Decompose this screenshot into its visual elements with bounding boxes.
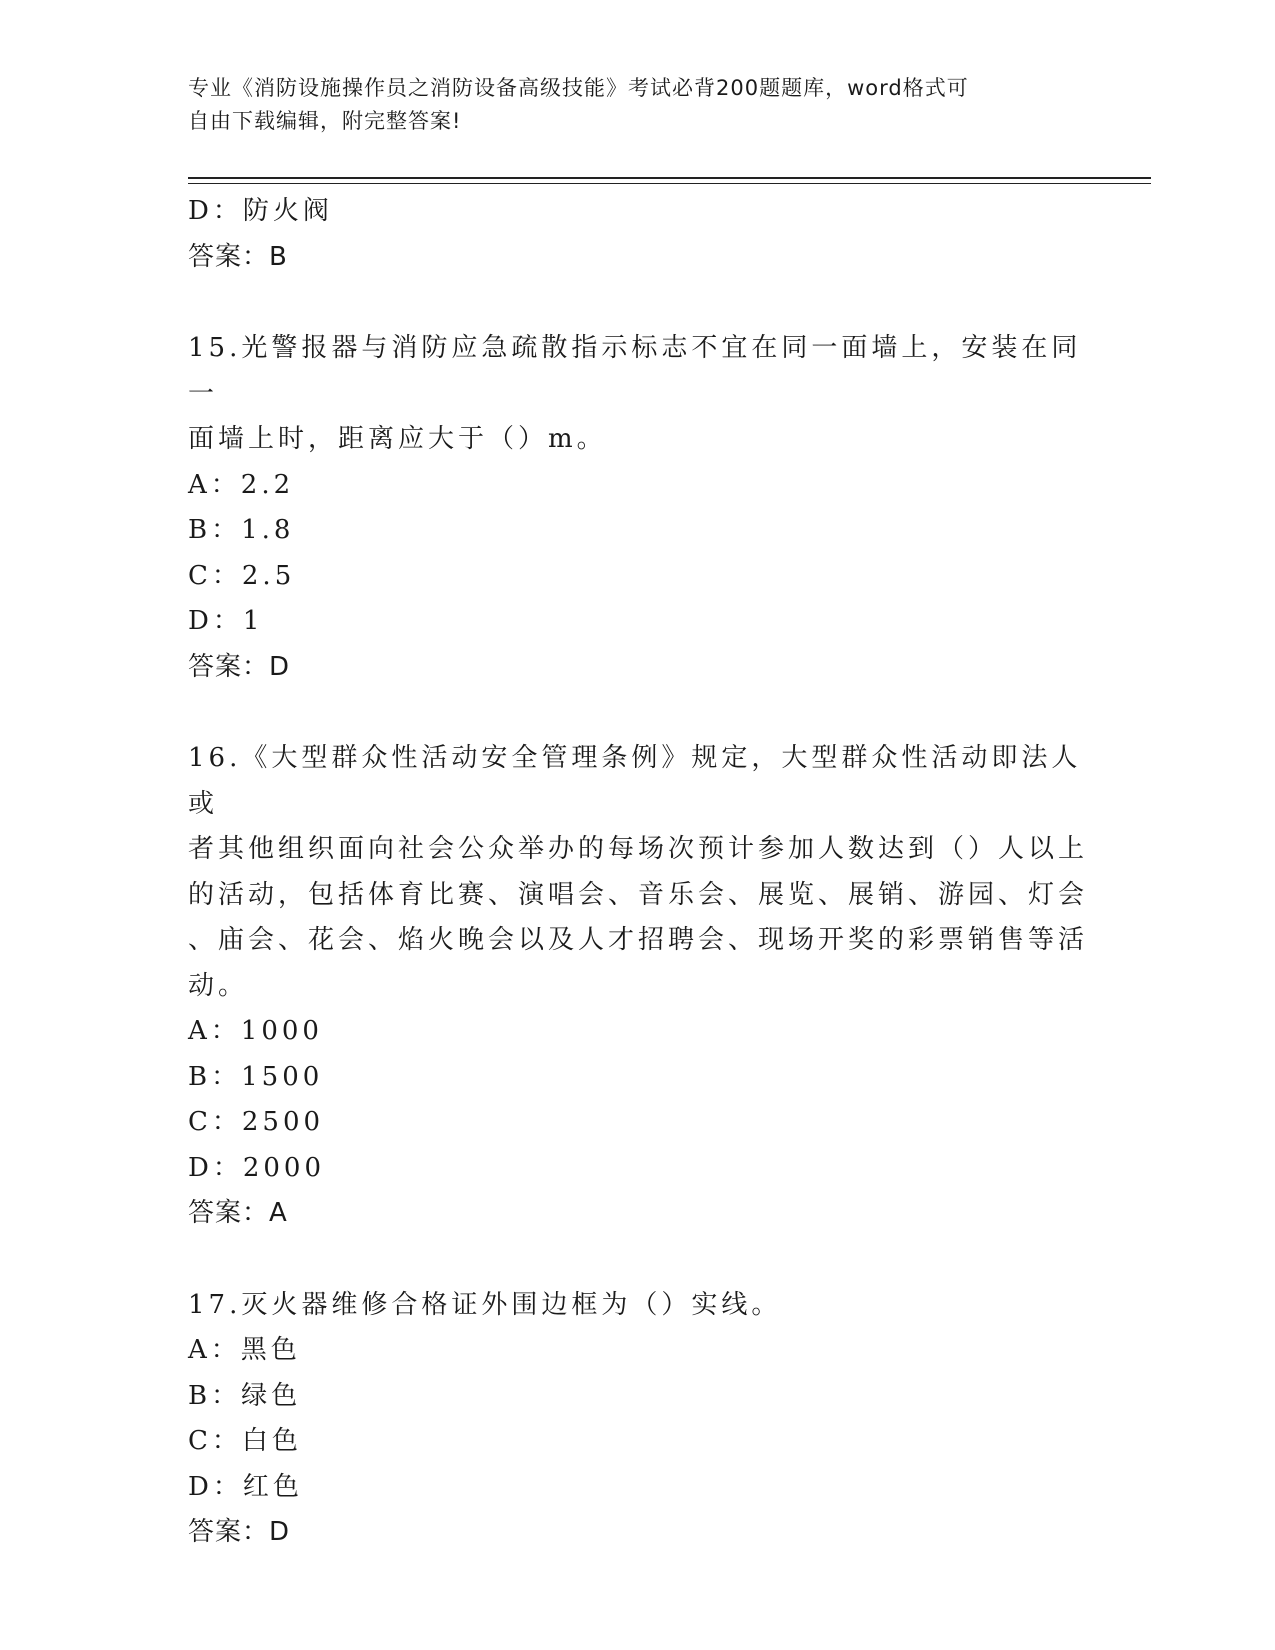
question-text: 17.灭火器维修合格证外围边框为（）实线。: [188, 1289, 782, 1320]
option-d: D：1: [188, 606, 264, 636]
document-header: [188, 72, 1088, 138]
answer: 答案：B: [188, 241, 288, 272]
answer: 答案：D: [188, 1517, 291, 1547]
question-15: [188, 326, 1088, 690]
option-a: A：1000: [188, 1016, 323, 1046]
question-text: 者其他组织面向社会公众举办的每场次预计参加人数达到（）人以上: [188, 834, 1089, 864]
option-c: C：2500: [188, 1107, 325, 1137]
option-b: B：1.8: [188, 515, 295, 545]
option-d: D：红色: [188, 1471, 303, 1502]
question-text: 、庙会、花会、焰火晚会以及人才招聘会、现场开奖的彩票销售等活: [188, 925, 1089, 955]
question-16: [188, 736, 1088, 1237]
question-text: 15.光警报器与消防应急疏散指示标志不宜在同一面墙上，安装在同一: [188, 333, 1082, 409]
question-text: 面墙上时，距离应大于（）m。: [188, 424, 607, 454]
question-text: 16.《大型群众性活动安全管理条例》规定，大型群众性活动即法人或: [188, 743, 1082, 819]
option-a: A：2.2: [188, 469, 295, 500]
question-text: 动。: [188, 970, 249, 1001]
option-c: C：2.5: [188, 560, 296, 591]
question-17: [188, 1283, 1088, 1556]
header-line-2: 自由下载编辑，附完整答案!: [188, 109, 462, 133]
answer: 答案：A: [188, 1198, 288, 1228]
option-d: D：防火阀: [188, 196, 333, 226]
question-list: [188, 189, 1088, 1556]
option-a: A：黑色: [188, 1335, 301, 1365]
option-d: D：2000: [188, 1152, 326, 1183]
answer: 答案：D: [188, 651, 291, 682]
option-b: B：绿色: [188, 1380, 302, 1411]
question-text: 的活动，包括体育比赛、演唱会、音乐会、展览、展销、游园、灯会: [188, 879, 1089, 910]
previous-question-tail: [188, 189, 1088, 280]
option-b: B：1500: [188, 1061, 324, 1092]
header-divider-thin: [188, 183, 1151, 184]
header-divider: [188, 177, 1151, 179]
header-line-1: 专业《消防设施操作员之消防设备高级技能》考试必背200题题库，word格式可: [188, 76, 969, 100]
option-c: C：白色: [188, 1426, 302, 1456]
